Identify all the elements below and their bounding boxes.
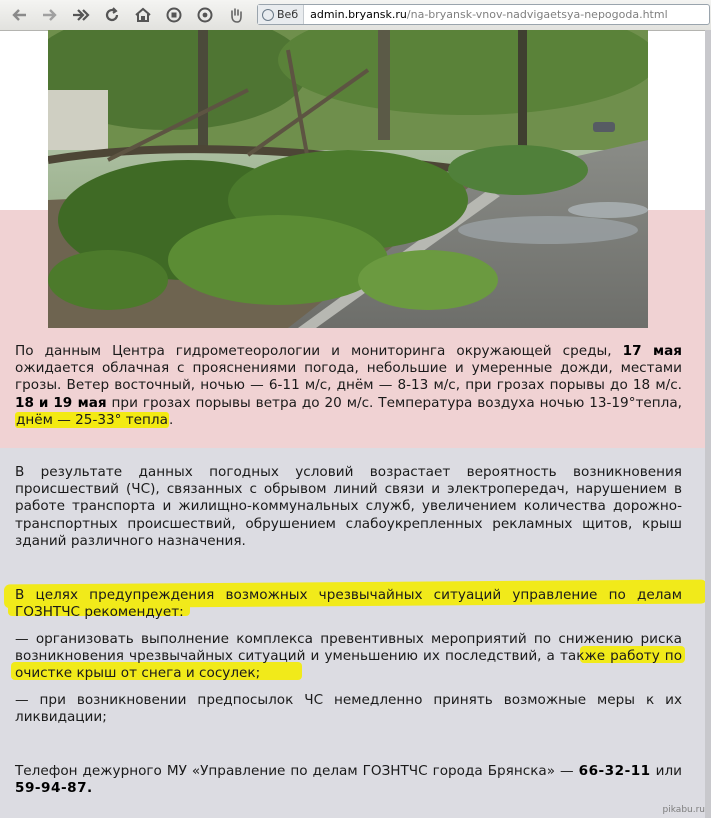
text: По данным Центра гидрометеорологии и мониторинга окружающей среды,	[15, 343, 612, 359]
paragraph-measures	[15, 631, 682, 683]
paragraph-weather-forecast	[15, 343, 682, 429]
back-arrow-icon[interactable]	[7, 4, 31, 26]
stop-icon[interactable]	[162, 4, 186, 26]
paragraph-recommendation: В целях предупреждения возможных чрезвычайных ситуаций управление по делам ГОЗНТЧС рекомендует:	[15, 587, 682, 621]
text: и	[38, 394, 49, 411]
text: или	[655, 763, 682, 779]
text: —	[15, 631, 29, 647]
address-badge-label: Веб	[277, 8, 299, 21]
fast-forward-icon[interactable]	[69, 4, 93, 26]
reload-icon[interactable]	[100, 4, 124, 26]
text: при грозах порывы ветра до 20 м/с. Температура воздуха ночью 13-19°тепла,	[111, 394, 683, 411]
date-highlight: 18	[15, 394, 34, 411]
storm-fallen-tree-photo	[48, 30, 648, 328]
browser-toolbar	[0, 0, 711, 31]
phone-number[interactable]: 59-94-87	[15, 780, 88, 797]
paragraph-consequences: В результате данных погодных условий возрастает вероятность возникновения происшествий (ЧС), связанных с обрывом линий связи и электропередач, нарушением в работе транспорта и жилищно-коммунальных служб, увеличением количества дорожно-транспортных происшествий, обрушением слабоукрепленных рекламных щитов, крыш зданий различного назначения.	[15, 464, 682, 549]
url-host: admin.bryansk.ru	[310, 8, 407, 21]
address-badge[interactable]	[258, 5, 304, 24]
text: .	[87, 780, 93, 797]
text: Телефон дежурного МУ «Управление по делам ГОЗНТЧС города Брянска» —	[15, 763, 574, 779]
highlighted-temperature: днём — 25-33° тепла	[16, 411, 168, 428]
paragraph-phone	[15, 763, 682, 797]
pikabu-watermark: pikabu.ru	[662, 805, 705, 815]
text: ожидается облачная с прояснениями погода, небольшие и умеренные дожди, местами грозы. Ветер восточный, ночью — 6-11 м/с, днём — 8-13 м/с, при грозах порывы до 18 м/с.	[15, 360, 682, 394]
phone-number[interactable]: 66-32-11	[578, 763, 651, 779]
date-highlight: 19 мая	[53, 394, 107, 411]
date-highlight: 17 мая	[622, 343, 682, 359]
scrollbar[interactable]	[705, 30, 711, 818]
history-icon[interactable]	[193, 4, 217, 26]
highlighted-phrase: также работу по очистке крыш от снега и сосулек;	[15, 648, 683, 682]
highlighted-word: организовать	[35, 631, 134, 647]
hand-icon[interactable]	[224, 4, 248, 26]
forward-arrow-icon[interactable]	[38, 4, 62, 26]
globe-icon	[262, 9, 274, 21]
address-bar[interactable]	[257, 4, 710, 25]
paragraph-emergency-actions: — при возникновении предпосылок ЧС немедленно принять возможные меры к их ликвидации;	[15, 692, 682, 726]
text: .	[168, 411, 174, 428]
url-path: /na-bryansk-vnov-nadvigaetsya-nepogoda.html	[406, 8, 668, 21]
home-icon[interactable]	[131, 4, 155, 26]
text: выполнение комплекса превентивных мероприятий по снижению риска возникновения чрезвычайных ситуаций и уменьшению их последствий, а	[15, 631, 683, 665]
url-text[interactable]	[304, 8, 668, 21]
